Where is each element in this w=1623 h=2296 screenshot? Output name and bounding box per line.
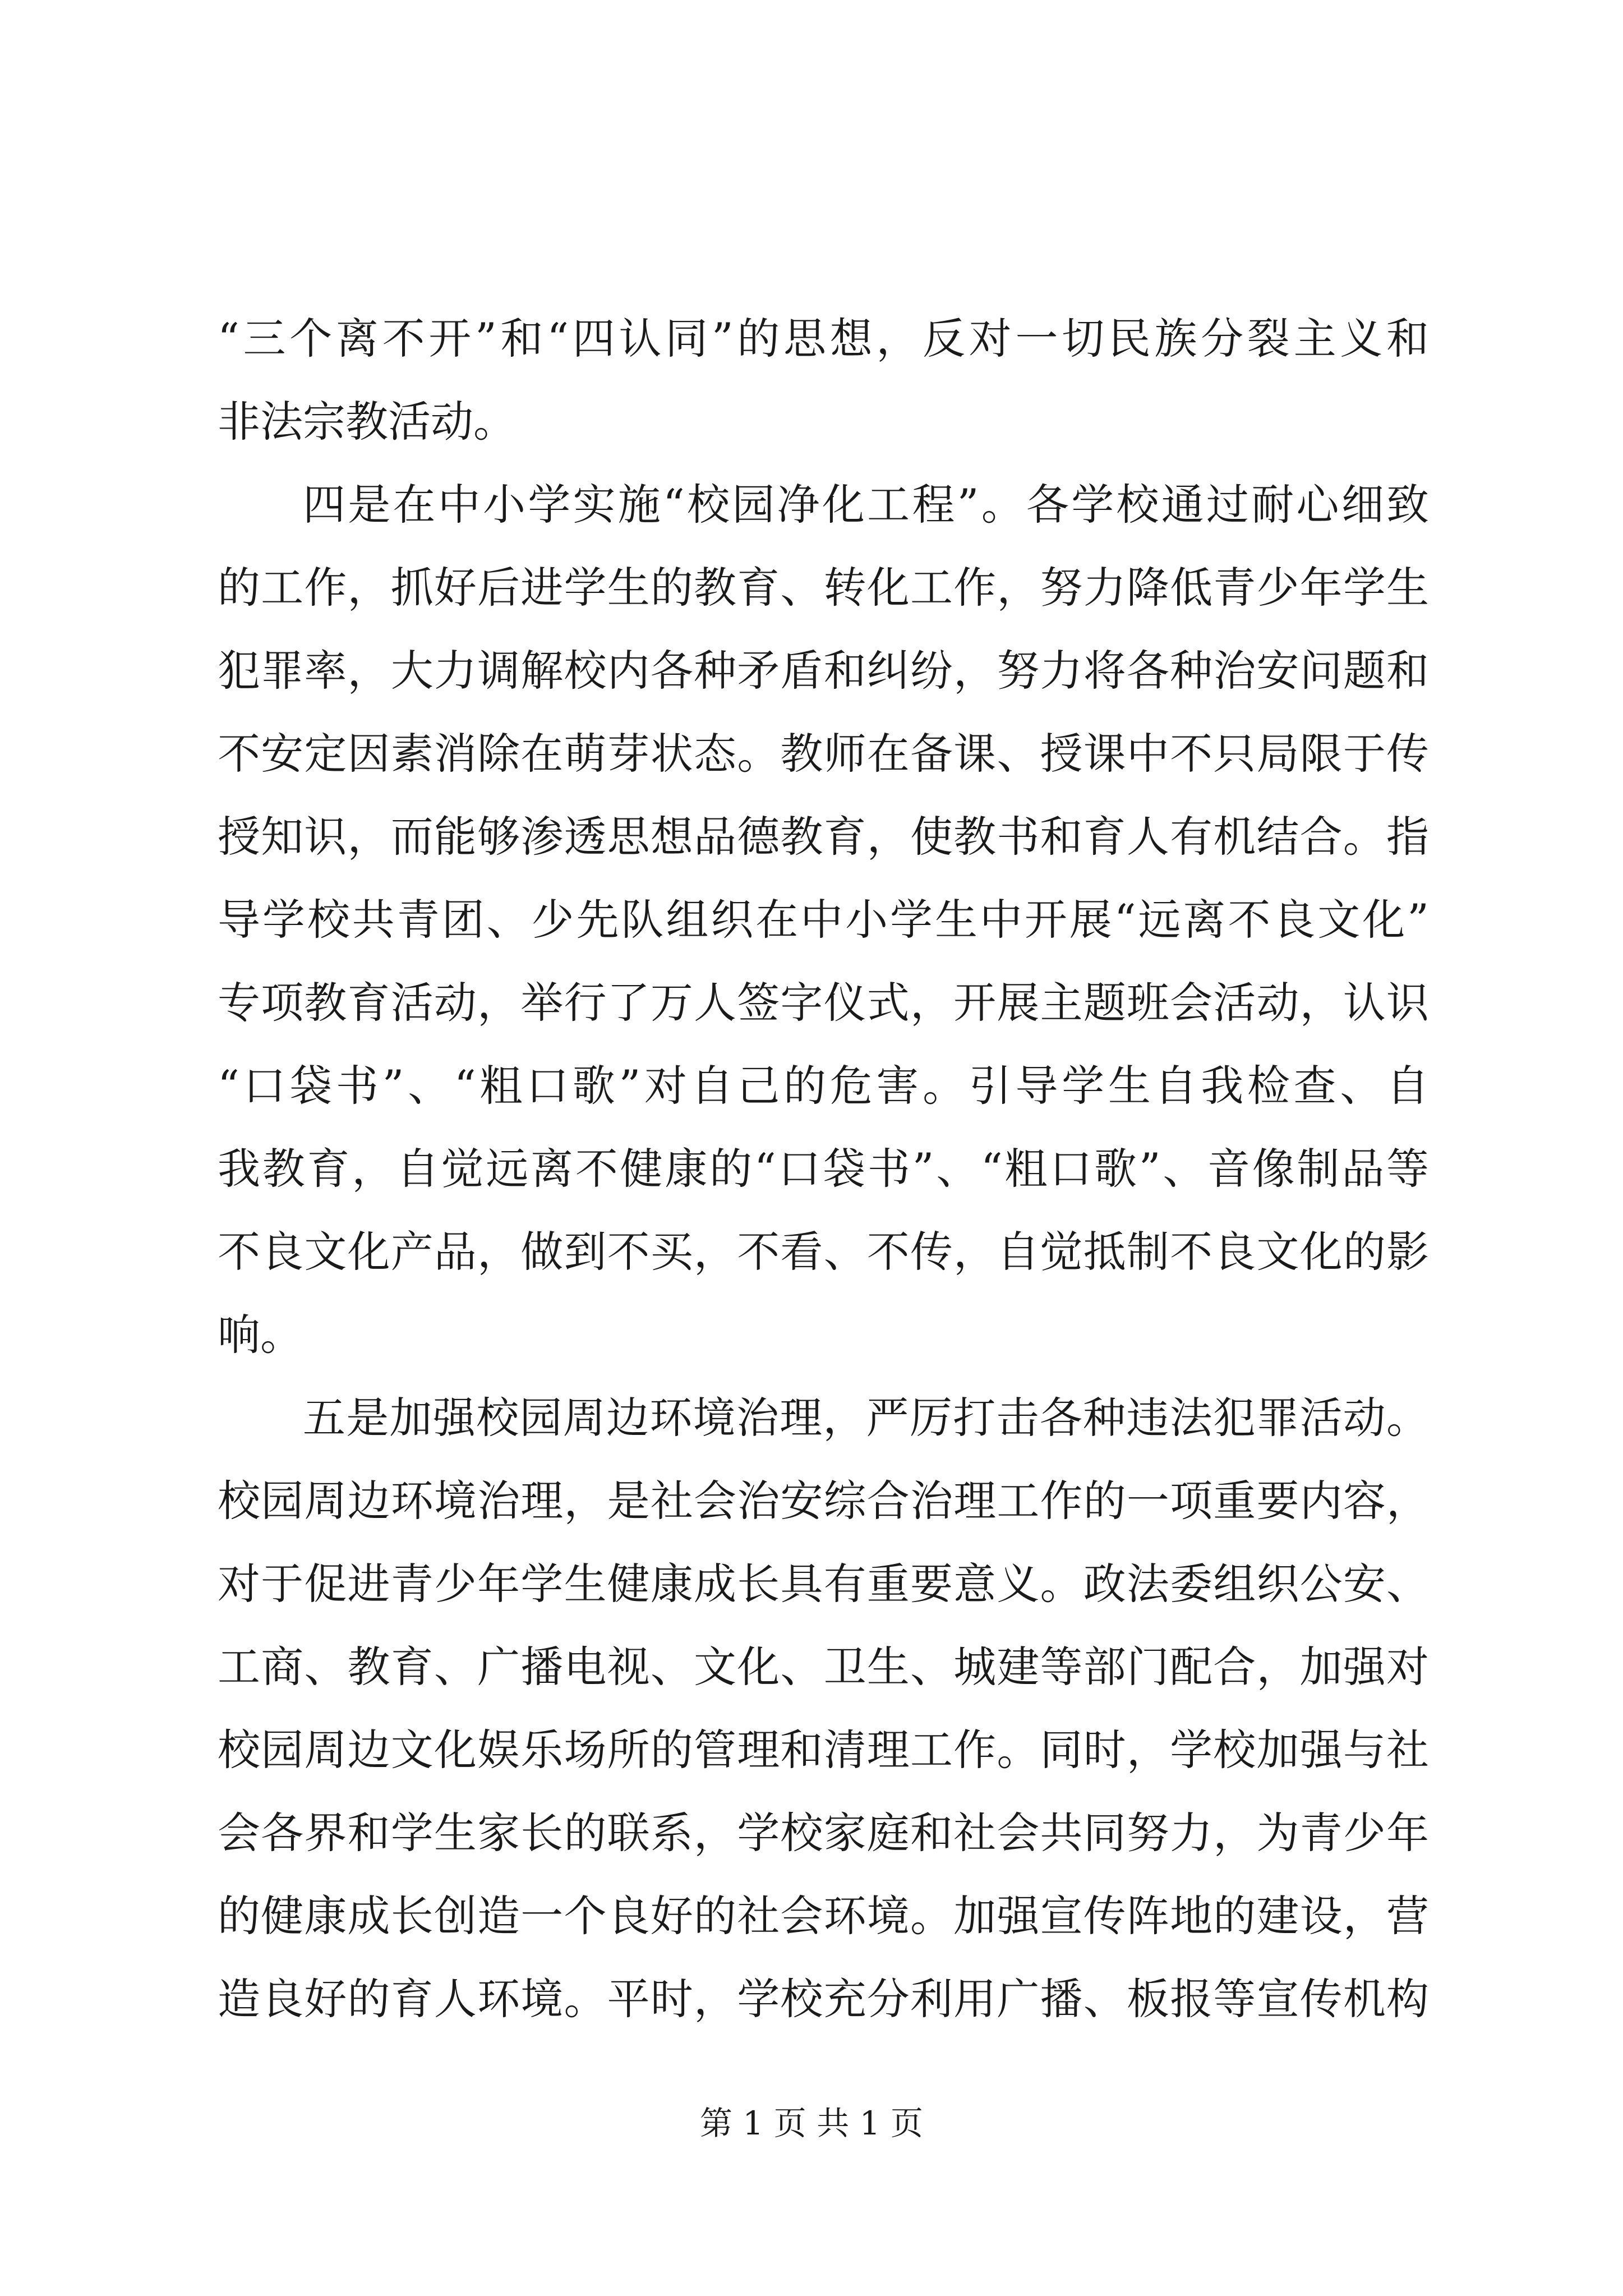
paragraph-point-five bbox=[218, 1377, 1429, 2041]
document-body bbox=[218, 297, 1429, 2041]
text-line: 不良文化产品，做到不买，不看、不传，自觉抵制不良文化的影 bbox=[218, 1227, 1429, 1277]
text-line: 非法宗教活动。 bbox=[218, 397, 516, 447]
page-number-label: 第 1 页 共 1 页 bbox=[700, 2104, 923, 2142]
text-line: 不安定因素消除在萌芽状态。教师在备课、授课中不只局限于传 bbox=[218, 729, 1429, 779]
text-line: 会各界和学生家长的联系，学校家庭和社会共同努力，为青少年 bbox=[218, 1808, 1429, 1858]
text-line: 我教育，自觉远离不健康的“口袋书”、“粗口歌”、音像制品等 bbox=[218, 1144, 1429, 1194]
paragraph-continued bbox=[218, 297, 1429, 463]
text-line: 工商、教育、广播电视、文化、卫生、城建等部门配合，加强对 bbox=[218, 1642, 1429, 1692]
text-line: “三个离不开”和“四认同”的思想，反对一切民族分裂主义和 bbox=[218, 314, 1429, 364]
page-footer bbox=[0, 2101, 1623, 2146]
text-line: 专项教育活动，举行了万人签字仪式，开展主题班会活动，认识 bbox=[218, 978, 1429, 1028]
text-line: 校园周边环境治理，是社会治安综合治理工作的一项重要内容， bbox=[218, 1476, 1429, 1526]
text-line: 响。 bbox=[218, 1310, 303, 1360]
text-line: 授知识，而能够渗透思想品德教育，使教书和育人有机结合。指 bbox=[218, 812, 1429, 862]
text-line: 造良好的育人环境。平时，学校充分利用广播、板报等宣传机构 bbox=[218, 1974, 1429, 2024]
paragraph-point-four bbox=[218, 463, 1429, 1377]
text-line: 的工作，抓好后进学生的教育、转化工作，努力降低青少年学生 bbox=[218, 563, 1429, 613]
text-line: “口袋书”、“粗口歌”对自己的危害。引导学生自我检查、自 bbox=[218, 1061, 1429, 1111]
text-line: 犯罪率，大力调解校内各种矛盾和纠纷，努力将各种治安问题和 bbox=[218, 646, 1429, 696]
text-line: 的健康成长创造一个良好的社会环境。加强宣传阵地的建设，营 bbox=[218, 1891, 1429, 1941]
text-line: 导学校共青团、少先队组织在中小学生中开展“远离不良文化” bbox=[218, 895, 1429, 945]
text-line: 四是在中小学实施“校园净化工程”。各学校通过耐心细致 bbox=[303, 480, 1429, 530]
text-line: 对于促进青少年学生健康成长具有重要意义。政法委组织公安、 bbox=[218, 1559, 1429, 1609]
text-line: 五是加强校园周边环境治理，严厉打击各种违法犯罪活动。 bbox=[303, 1393, 1429, 1443]
text-line: 校园周边文化娱乐场所的管理和清理工作。同时，学校加强与社 bbox=[218, 1725, 1429, 1775]
